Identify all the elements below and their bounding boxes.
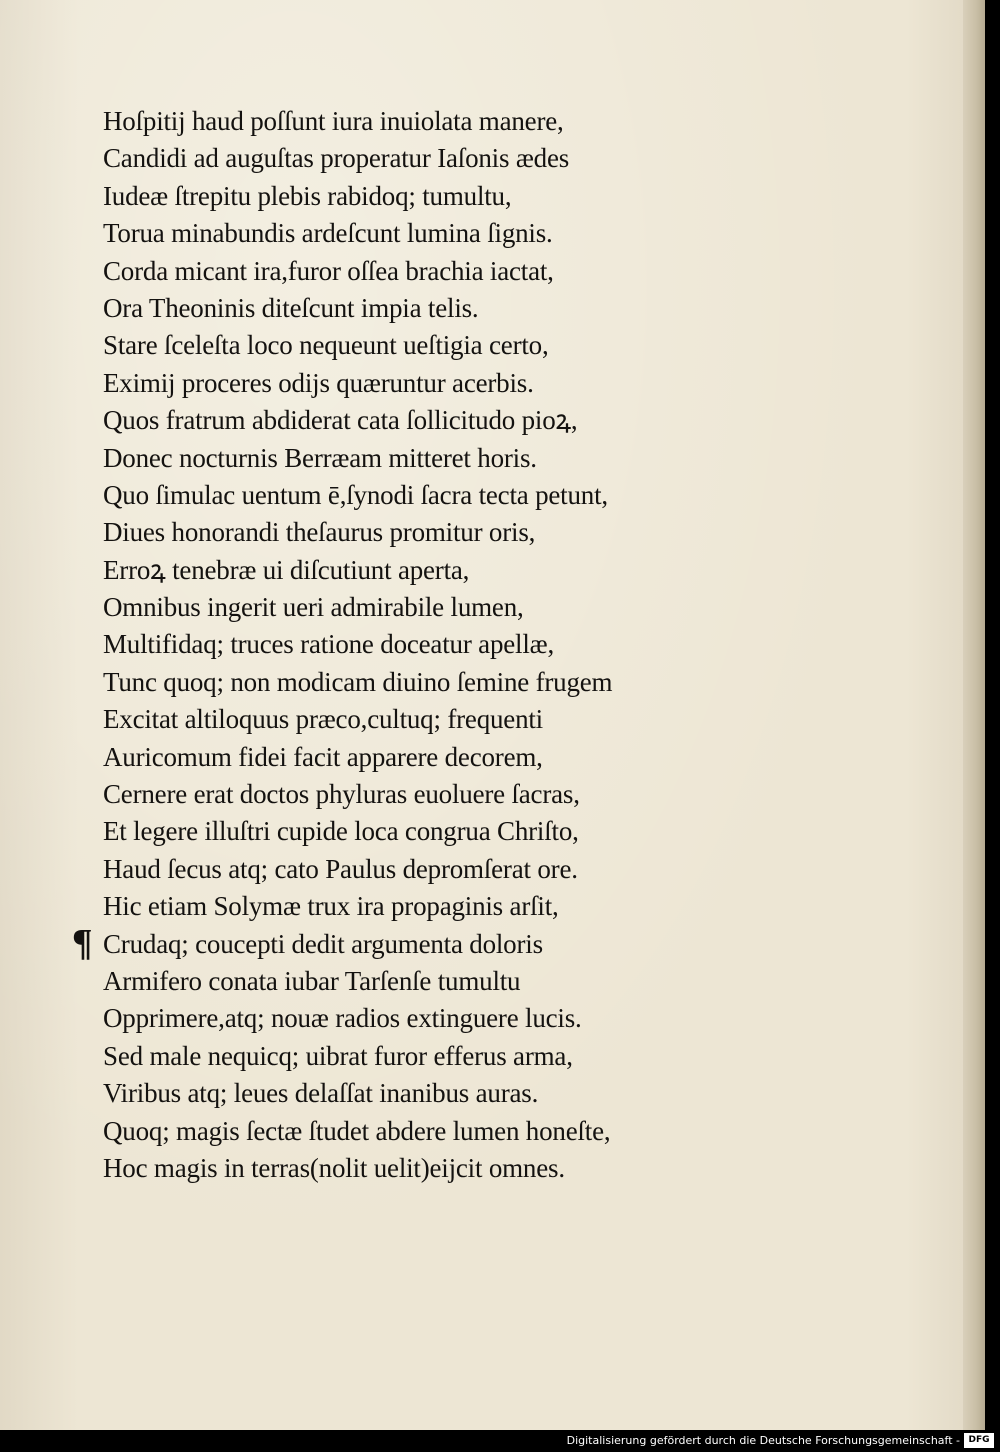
footer-bar (0, 1430, 1000, 1452)
verse-line: Viribus atq; leues delaſſat inanibus auras. (103, 1078, 539, 1109)
paragraph-mark: ¶ (72, 922, 93, 964)
verse-line: Armifero conata iubar Tarſenſe tumultu (103, 965, 521, 996)
verse-line: Excitat altiloquus præco,cultuq; frequenti (103, 704, 543, 735)
verse-line: Erroꝝ tenebræ ui diſcutiunt aperta, (103, 554, 470, 585)
verse-line: Et legere illuſtri cupide loca congrua Chriſto, (103, 816, 579, 847)
verse-text-block (103, 103, 723, 1187)
verse-line: Hic etiam Solymæ trux ira propaginis arſit, (103, 891, 559, 922)
verse-line: Hoſpitij haud poſſunt iura inuiolata manere, (103, 106, 564, 136)
verse-line: Torua minabundis ardeſcunt lumina ſignis. (103, 218, 553, 249)
verse-line: Hoc magis in terras(nolit uelit)eijcit omnes. (103, 1152, 565, 1183)
verse-line: Tunc quoq; non modicam diuino ſemine frugem (103, 666, 613, 697)
verse-line: Quos fratrum abdiderat cata ſollicitudo pioꝝ, (103, 405, 578, 436)
verse-line: Quo ſimulac uentum ē,ſynodi ſacra tecta petunt, (103, 479, 608, 510)
verse-line: Ora Theoninis diteſcunt impia telis. (103, 292, 479, 323)
page-edge (963, 0, 985, 1430)
funding-credit: Digitalisierung gefördert durch die Deutsche Forschungsgemeinschaft - (566, 1434, 960, 1447)
verse-line: Candidi ad auguſtas properatur Iaſonis ædes (103, 143, 570, 174)
verse-line: Cernere erat doctos phyluras euoluere ſacras, (103, 779, 580, 810)
verse-line: Opprimere,atq; nouæ radios extinguere lucis. (103, 1003, 582, 1034)
verse-line: Stare ſceleſta loco nequeunt ueſtigia certo, (103, 330, 549, 361)
verse-line: Multifidaq; truces ratione doceatur apellæ, (103, 629, 554, 660)
verse-line: Omnibus ingerit ueri admirabile lumen, (103, 592, 524, 623)
verse-line: Iudeæ ſtrepitu plebis rabidoq; tumultu, (103, 180, 512, 211)
verse-line: Sed male nequicq; uibrat furor efferus arma, (103, 1040, 573, 1071)
verse-line: Haud ſecus atq; cato Paulus depromſerat ore. (103, 853, 578, 884)
verse-line: Crudaq; coucepti dedit argumenta doloris (103, 928, 543, 959)
verse-line: Diues honorandi theſaurus promitur oris, (103, 517, 536, 548)
dfg-logo: DFG (964, 1433, 994, 1448)
verse-line: Donec nocturnis Berræam mitteret horis. (103, 442, 537, 473)
verse-line: Corda micant ira,furor oſſea brachia iactat, (103, 255, 554, 286)
verse-line: Quoq; magis ſectæ ſtudet abdere lumen honeſte, (103, 1115, 611, 1146)
verse-line: Auricomum fidei facit apparere decorem, (103, 741, 543, 772)
verse-line: Eximij proceres odijs quæruntur acerbis. (103, 367, 534, 398)
